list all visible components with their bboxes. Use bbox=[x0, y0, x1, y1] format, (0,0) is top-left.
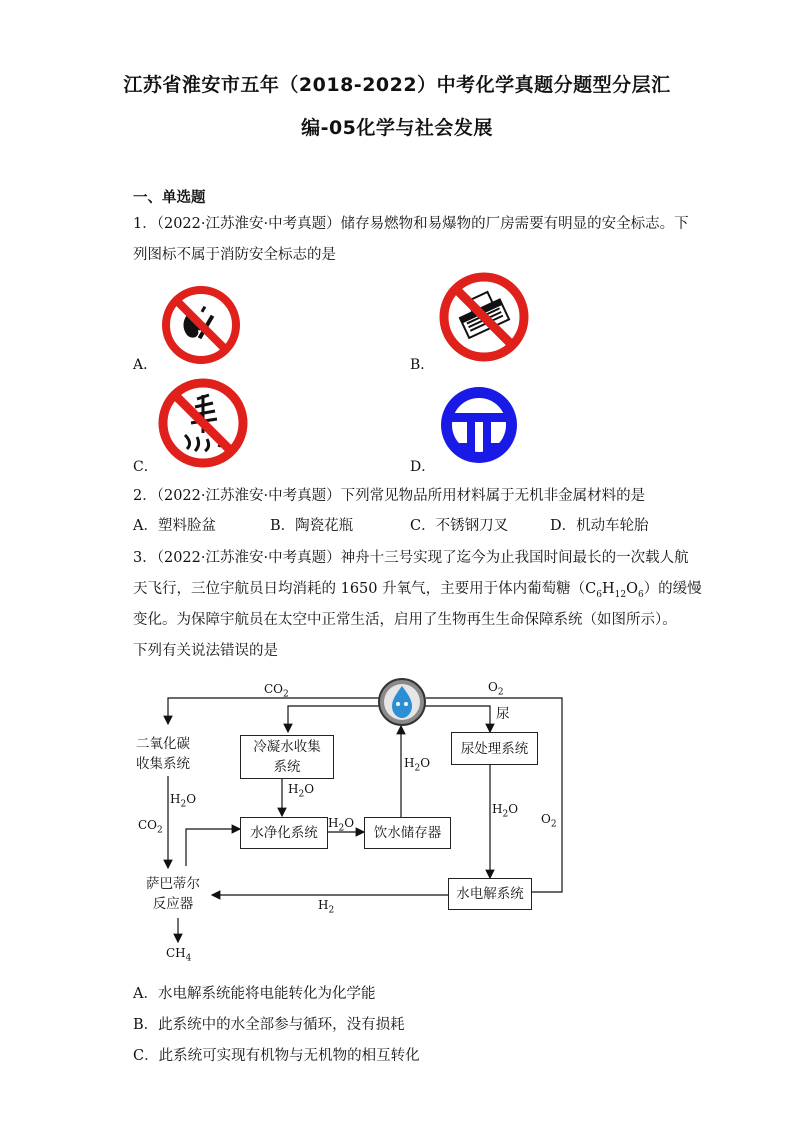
co2-collection-system: 二氧化碳 收集系统 bbox=[136, 736, 190, 772]
q3-option-b: B．此系统中的水全部参与循环，没有损耗 bbox=[133, 1017, 405, 1033]
label-h2o-condense: $H_2O$ bbox=[288, 782, 315, 800]
label-h2: $H_2$ bbox=[318, 898, 335, 916]
q3-stem-line3: 变化。为保障宇航员在太空中正常生活，启用了生物再生生命保障系统（如图所示）。 bbox=[133, 612, 677, 628]
label-h2o-urine: $H_2O$ bbox=[492, 802, 519, 820]
q1-stem-line2: 列图标不属于消防安全标志的是 bbox=[133, 247, 336, 263]
label-o2-right: $O_2$ bbox=[541, 812, 557, 830]
q2-option-a: A．塑料脸盆 bbox=[133, 518, 216, 534]
section-heading: 一、单选题 bbox=[133, 190, 206, 206]
label-ch4: $CH_4$ bbox=[166, 946, 192, 964]
drinking-water-storage-box: 饮水储存器 bbox=[364, 817, 451, 849]
water-drop-mascot-icon bbox=[379, 679, 425, 725]
water-electrolysis-box: 水电解系统 bbox=[448, 878, 532, 910]
label-h2o-purify: $H_2O$ bbox=[328, 816, 355, 834]
label-o2-top: $O_2$ bbox=[488, 680, 504, 698]
urine-processing-box: 尿处理系统 bbox=[451, 732, 538, 765]
q3-option-a: A．水电解系统能将电能转化为化学能 bbox=[133, 986, 376, 1002]
q3-stem-line1: 3．（2022·江苏淮安·中考真题）神舟十三号实现了迄今为止我国时间最长的一次载人航 bbox=[133, 550, 689, 566]
label-h2o-drink: $H_2O$ bbox=[404, 756, 431, 774]
q2-option-d: D．机动车轮胎 bbox=[550, 518, 649, 534]
q2-stem: 2．（2022·江苏淮安·中考真题）下列常见物品所用材料属于无机非金属材料的是 bbox=[133, 488, 646, 504]
label-urine: 尿 bbox=[496, 706, 510, 722]
q3-stem-line2: 天飞行，三位宇航员日均消耗的 1650 升氧气，主要用于体内葡萄糖$(C_6H_{12}O_6)$的缓慢 bbox=[133, 581, 702, 600]
label-co2-top: $CO_2$ bbox=[264, 682, 289, 700]
q1-option-a-label: A． bbox=[133, 357, 158, 373]
condensate-collection-box: 冷凝水收集 系统 bbox=[240, 735, 334, 779]
q1-option-b-label: B． bbox=[410, 357, 435, 373]
document-title-line1: 江苏省淮安市五年（2018-2022）中考化学真题分题型分层汇 bbox=[123, 74, 671, 96]
label-h2o-left: $H_2O$ bbox=[170, 792, 197, 810]
q2-option-b: B．陶瓷花瓶 bbox=[270, 518, 354, 534]
water-purification-box: 水净化系统 bbox=[240, 817, 328, 849]
label-co2-left: $CO_2$ bbox=[138, 818, 163, 836]
document-title-line2: 编-05化学与社会发展 bbox=[301, 117, 493, 139]
q3-stem-line4: 下列有关说法错误的是 bbox=[133, 643, 278, 659]
q1-stem-line1: 1．（2022·江苏淮安·中考真题）储存易燃物和易爆物的厂房需要有明显的安全标志。下 bbox=[133, 216, 689, 232]
q2-option-c: C．不锈钢刀叉 bbox=[410, 518, 509, 534]
q1-option-c-label: C． bbox=[133, 459, 158, 475]
sabatier-reactor: 萨巴蒂尔 反应器 bbox=[146, 876, 200, 912]
q3-option-c: C．此系统可实现有机物与无机物的相互转化 bbox=[133, 1048, 420, 1064]
q1-option-d-label: D． bbox=[410, 459, 436, 475]
